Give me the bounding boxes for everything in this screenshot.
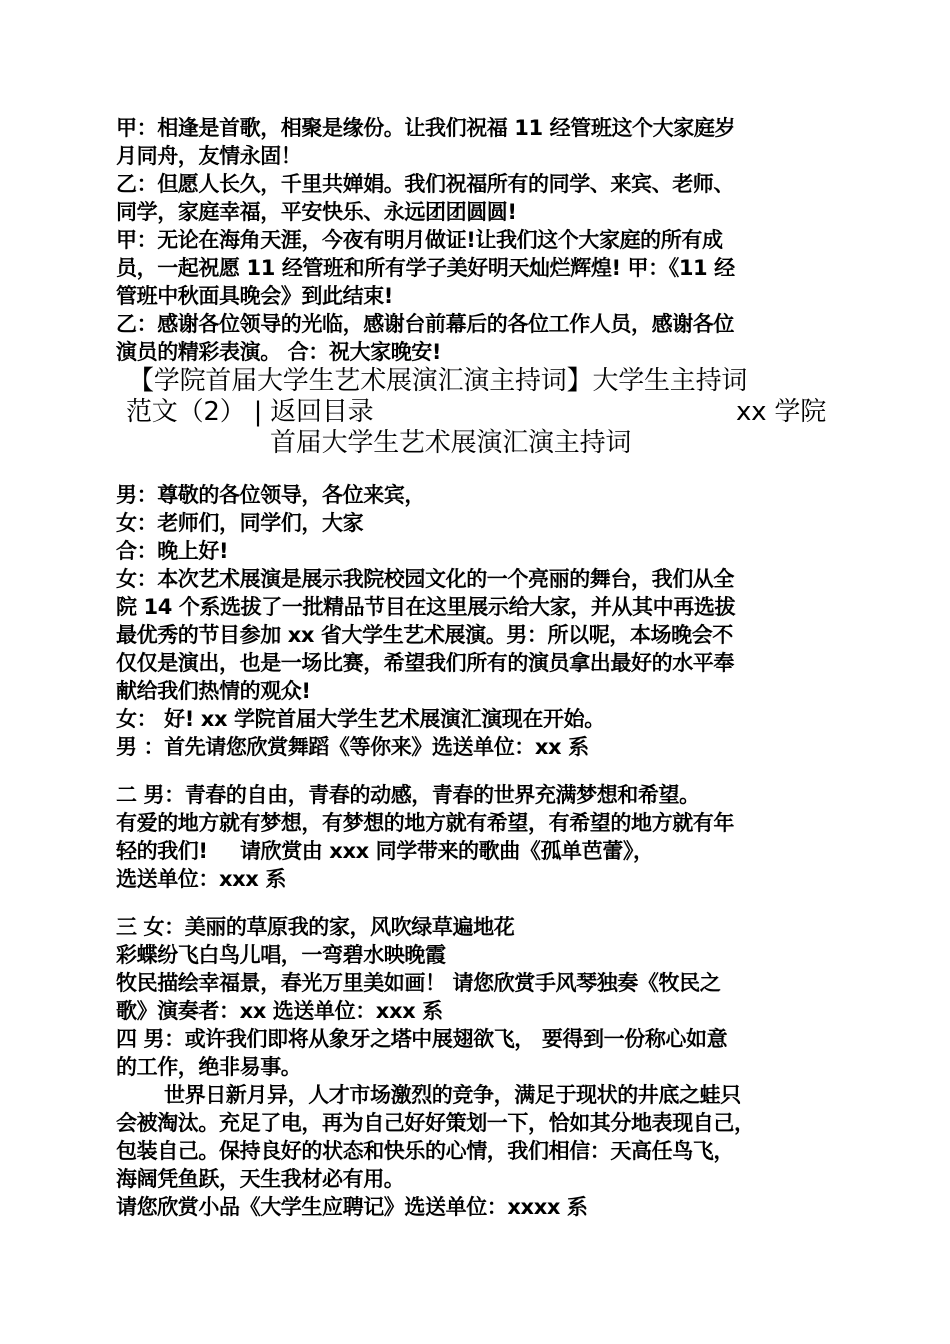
text-line: 彩蝶纷飞白鸟儿唱，一弯碧水映晚霞 — [116, 943, 446, 967]
text-line: 牧民描绘幸福景，春光万里美如画！ 请您欣赏手风琴独奏《牧民之 — [116, 971, 721, 995]
text-line: 女：本次艺术展演是展示我院校园文化的一个亮丽的舞台，我们从全 — [116, 567, 734, 591]
spacer — [116, 761, 836, 781]
spacer — [116, 459, 836, 481]
text-line: 合：晚上好! — [116, 539, 229, 563]
document-page — [116, 114, 836, 1221]
text-line — [116, 837, 836, 865]
text-line: 女： 好! xx 学院首届大学生艺术展演汇演现在开始。 — [116, 707, 605, 731]
heading-line: 【学院首届大学生艺术展演汇演主持词】大学生主持词 — [128, 366, 748, 396]
text-line: 包装自己。保持良好的状态和快乐的心情，我们相信：天高任鸟飞， — [116, 1139, 734, 1163]
return-to-contents-link[interactable]: 范文（2） | 返回目录 — [126, 397, 374, 427]
text-line: 世界日新月异，人才市场激烈的竞争，满足于现状的井底之蛙只 — [164, 1083, 741, 1107]
text-line: 会被淘汰。充足了电，再为自己好好策划一下，恰如其分地表现自己， — [116, 1111, 755, 1135]
text-line: 甲：无论在海角天涯，今夜有明月做证!让我们这个大家庭的所有成 — [116, 228, 723, 252]
text-line: 的工作，绝非易事。 — [116, 1055, 302, 1079]
text-line: 演员的精彩表演。 合：祝大家晚安! — [116, 340, 442, 364]
heading-fragment: xx 学院 — [735, 397, 826, 427]
closing-dialogue — [116, 114, 836, 366]
text-line: 最优秀的节目参加 xx 省大学生艺术展演。男：所以呢，本场晚会不 — [116, 623, 733, 647]
text-line: 员，一起祝愿 11 经管班和所有学子美好明天灿烂辉煌! 甲：《11 经 — [116, 256, 735, 280]
text-line: 歌》演奏者：xx 选送单位：xxx 系 — [116, 999, 443, 1023]
heading-line — [116, 397, 836, 428]
text-fragment: 请欣赏由 xxx 同学带来的歌曲《孤单芭蕾》， — [240, 839, 654, 863]
text-line: 有爱的地方就有梦想，有梦想的地方就有希望，有希望的地方就有年 — [116, 811, 734, 835]
text-line: 仅仅是演出，也是一场比赛，希望我们所有的演员拿出最好的水平奉 — [116, 651, 734, 675]
program-three-four — [116, 913, 836, 1081]
opening-dialogue — [116, 481, 836, 761]
text-line: 四 男：或许我们即将从象牙之塔中展翅欲飞， 要得到一份称心如意 — [116, 1027, 728, 1051]
text-line: 选送单位：xxx 系 — [116, 867, 286, 891]
text-line: 同学，家庭幸福，平安快乐、永远团团圆圆! — [116, 200, 517, 224]
text-line: 月同舟，友情永固！ — [116, 144, 302, 168]
section-heading — [116, 366, 836, 459]
text-line: 院 14 个系选拔了一批精品节目在这里展示给大家，并从其中再选拔 — [116, 595, 736, 619]
text-line: 男：尊敬的各位领导，各位来宾， — [116, 483, 425, 507]
program-two — [116, 781, 836, 893]
text-line: 请您欣赏小品《大学生应聘记》选送单位：xxxx 系 — [116, 1195, 588, 1219]
text-line: 三 女：美丽的草原我的家，风吹绿草遍地花 — [116, 915, 515, 939]
spacer — [116, 893, 836, 913]
text-line: 乙：但愿人长久，千里共婵娟。我们祝福所有的同学、来宾、老师、 — [116, 172, 734, 196]
text-line: 乙：感谢各位领导的光临，感谢台前幕后的各位工作人员，感谢各位 — [116, 312, 734, 336]
text-line: 甲：相逢是首歌，相聚是缘份。让我们祝福 11 经管班这个大家庭岁 — [116, 116, 736, 140]
heading-line: 首届大学生艺术展演汇演主持词 — [270, 428, 632, 458]
text-line: 海阔凭鱼跃，天生我材必有用。 — [116, 1167, 405, 1191]
text-fragment: 轻的我们! — [116, 839, 208, 863]
program-four-continued — [116, 1081, 836, 1221]
text-line: 女：老师们，同学们，大家 — [116, 511, 364, 535]
text-line: 献给我们热情的观众! — [116, 679, 311, 703]
text-line: 二 男：青春的自由，青春的动感，青春的世界充满梦想和希望。 — [116, 783, 700, 807]
text-line: 管班中秋面具晚会》到此结束! — [116, 284, 393, 308]
text-line: 男 ：首先请您欣赏舞蹈《等你来》选送单位：xx 系 — [116, 735, 589, 759]
